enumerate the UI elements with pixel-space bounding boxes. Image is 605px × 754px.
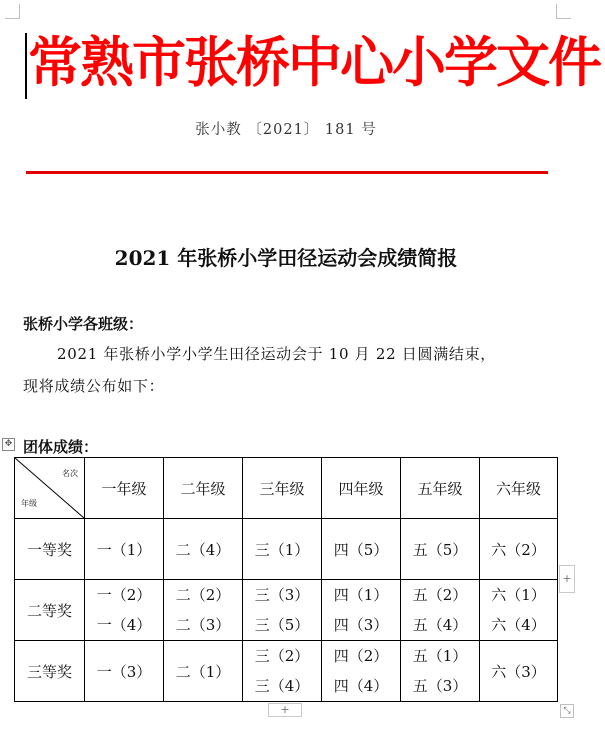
table-corner-cell xyxy=(15,458,85,519)
text-cursor xyxy=(25,33,27,99)
class-entry: 三（4） xyxy=(254,677,310,695)
class-entry: 三（2） xyxy=(254,647,310,665)
class-entry: 六（4） xyxy=(491,616,546,634)
column-header: 四年级 xyxy=(322,458,401,519)
class-entry: 一（4） xyxy=(96,616,152,634)
class-entry: 六（3） xyxy=(491,662,546,681)
column-header: 三年级 xyxy=(243,458,322,519)
class-entry: 四（4） xyxy=(333,677,389,695)
table-move-handle-icon[interactable]: ✥ xyxy=(2,438,15,451)
column-header: 二年级 xyxy=(164,458,243,519)
body-text-line: 2021 年张桥小学小学生田径运动会于 10 月 22 日圆满结束， xyxy=(57,345,496,363)
add-row-plus-icon[interactable]: + xyxy=(268,703,302,717)
class-entry: 三（3） xyxy=(254,586,310,604)
class-entry: 二（1） xyxy=(175,662,231,681)
table-row xyxy=(15,641,558,702)
table-row xyxy=(15,580,558,641)
class-entry: 四（2） xyxy=(333,647,389,665)
row-header-award: 二等奖 xyxy=(15,580,85,641)
column-header: 一年级 xyxy=(85,458,164,519)
table-resize-icon[interactable]: ⤡ xyxy=(560,704,574,718)
table-cell xyxy=(322,519,401,580)
table-header-row xyxy=(15,458,558,519)
table-cell xyxy=(164,519,243,580)
class-entry: 二（2） xyxy=(175,586,231,604)
document-number: 张小教 〔2021〕 181 号 xyxy=(195,122,377,138)
table-row xyxy=(15,519,558,580)
class-entry: 一（1） xyxy=(96,540,152,559)
class-entry: 四（1） xyxy=(333,586,389,604)
table-cell xyxy=(85,580,164,641)
table-cell xyxy=(401,580,480,641)
table-cell xyxy=(322,641,401,702)
class-entry: 二（4） xyxy=(175,540,231,559)
add-column-plus-icon[interactable]: + xyxy=(559,565,575,593)
column-header: 六年级 xyxy=(480,458,558,519)
class-entry: 五（1） xyxy=(412,647,468,665)
salutation: 张桥小学各班级： xyxy=(23,315,144,333)
class-entry: 四（3） xyxy=(333,616,389,634)
table-cell xyxy=(401,519,480,580)
class-entry: 五（5） xyxy=(412,540,468,559)
class-entry: 二（3） xyxy=(175,616,231,634)
table-cell xyxy=(243,519,322,580)
table-cell xyxy=(480,641,558,702)
table-cell xyxy=(480,519,558,580)
column-header: 五年级 xyxy=(401,458,480,519)
document-header-title: 常熟市张桥中心小学文件 xyxy=(28,31,600,94)
class-entry: 三（5） xyxy=(254,616,310,634)
class-entry: 三（1） xyxy=(254,540,310,559)
class-entry: 一（3） xyxy=(96,662,152,681)
table-cell xyxy=(243,580,322,641)
class-entry: 五（4） xyxy=(412,616,468,634)
class-entry: 四（5） xyxy=(333,540,389,559)
class-entry: 六（2） xyxy=(491,540,546,559)
table-cell xyxy=(85,519,164,580)
row-header-award: 一等奖 xyxy=(15,519,85,580)
section-heading: 团体成绩： xyxy=(23,438,99,456)
class-entry: 五（3） xyxy=(412,677,468,695)
body-text-line: 现将成绩公布如下： xyxy=(23,377,165,395)
row-header-award: 三等奖 xyxy=(15,641,85,702)
class-entry: 六（1） xyxy=(491,586,546,604)
table-cell xyxy=(243,641,322,702)
table-cell xyxy=(322,580,401,641)
table-cell xyxy=(164,580,243,641)
corner-label-rank: 名次 xyxy=(62,469,78,478)
table-cell xyxy=(480,580,558,641)
corner-diagonal-line xyxy=(15,458,84,518)
header-red-rule xyxy=(26,171,548,174)
class-entry: 一（2） xyxy=(96,586,152,604)
class-entry: 五（2） xyxy=(412,586,468,604)
corner-label-grade: 年级 xyxy=(21,499,37,508)
crop-mark-top-left xyxy=(5,4,20,19)
table-cell xyxy=(401,641,480,702)
results-table xyxy=(14,457,558,702)
crop-mark-top-right xyxy=(556,4,571,19)
table-cell xyxy=(85,641,164,702)
table-cell xyxy=(164,641,243,702)
document-title: 2021 年张桥小学田径运动会成绩简报 xyxy=(114,246,458,270)
